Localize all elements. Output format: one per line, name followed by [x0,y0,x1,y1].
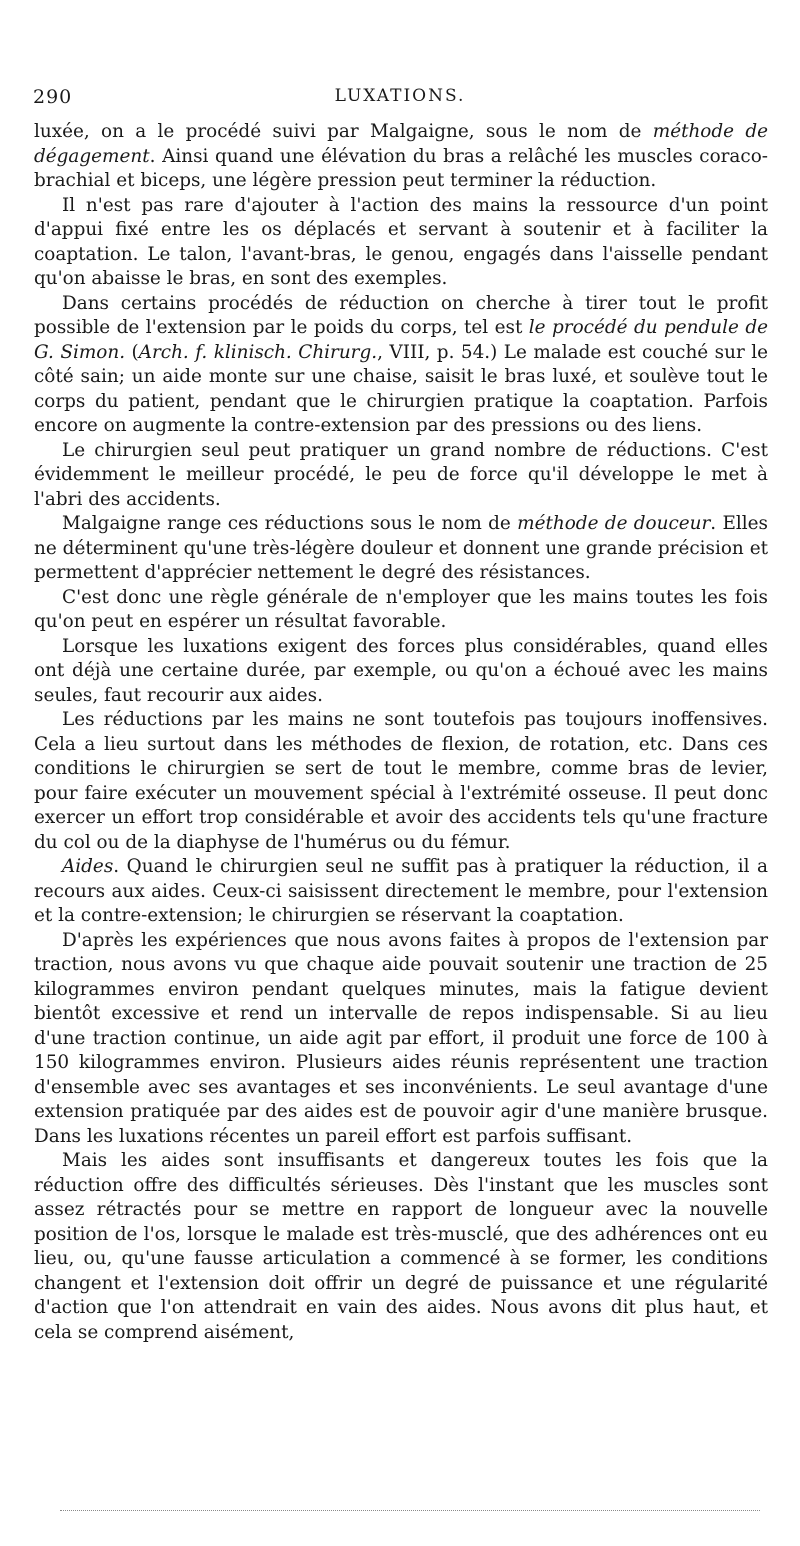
text-run: Le chirurgien seul peut pratiquer un grand nombre de réductions. C'est évidemment le meilleur procédé, le peu de force qu'il développe le met à l'abri des accidents. [34,439,768,510]
paragraph-11 [34,1149,768,1345]
text-run: Malgaigne range ces réductions sous le nom de [62,513,518,534]
text-run: Mais les aides sont insuffisants et dangereux toutes les fois que la réduction offre des difficultés sérieuses. Dès l'instant que les muscles sont assez rétractés pour se mettre en rapport de longueur avec la nouvelle position de l'os, lorsque le malade est très-musclé, que des adhérences ont eu lieu, ou, qu'une fausse articulation a commencé à se former, les conditions changent et l'extension doit offrir un degré de puissance et une régularité d'action que l'on attendrait en vain des aides. Nous avons dit plus haut, et cela se comprend aisément, [34,1150,768,1343]
text-run: , VIII, p. 54.) Le malade est couché sur le côté sain; un aide monte sur une chaise, saisit le bras luxé, et soulève tout le corps du patient, pendant que le chirurgien pratique la coaptation. Parfois encore on augmente la contre-extension par des pressions ou des liens. [34,341,768,436]
text-run: . Quand le chirurgien seul ne suffit pas à pratiquer la réduction, il a recours aux aides. Ceux-ci saisissent directement le membre, pour l'extension et la contre-extension; le chirurgien se réservant la coaptation. [34,856,768,926]
running-title: LUXATIONS. [334,86,466,106]
text-run: D'après les expériences que nous avons faites à propos de l'extension par traction, nous avons vu que chaque aide pouvait soutenir une traction de 25 kilogrammes environ pendant quelques minutes, mais la fatigue devient bientôt excessive et rend un intervalle de repos indispensable. Si au lieu d'une traction continue, un aide agit par effort, il produit une force de 100 à 150 kilogrammes environ. Plusieurs aides réunis représentent une traction d'ensemble avec ses avantages et ses inconvénients. Le seul avantage d'une extension pratiquée par des aides est de pouvoir agir d'une manière brusque. Dans les luxations récentes un pareil effort est parfois suffisant. [34,929,768,1147]
paragraph-5 [34,512,768,586]
text-run: . Ainsi quand une élévation du bras a relâché les muscles coraco-brachial et biceps, une légère pression peut terminer la réduction. [34,145,768,191]
text-run: Il n'est pas rare d'ajouter à l'action des mains la ressource d'un point d'appui fixé entre les os déplacés et servant à soutenir et à faciliter la coaptation. Le talon, l'avant-bras, le genou, engagés dans l'aisselle pendant qu'on abaisse le bras, en sont des exemples. [34,194,768,289]
body-text [34,120,768,1345]
italic-term: méthode de douceur [517,513,711,534]
italic-term: méthode de dégagement [34,121,769,167]
text-run: Les réductions par les mains ne sont toutefois pas toujours inoffensives. Cela a lieu surtout dans les méthodes de flexion, de rotation, etc. Dans ces conditions le chirurgien se sert de tout le membre, comme bras de levier, pour faire exécuter un mouvement spécial à l'extrémité osseuse. Il peut donc exercer un effort trop considérable et avoir des accidents tels qu'une fracture du col ou de la diaphyse de l'humérus ou du fémur. [34,709,768,853]
paragraph-2 [34,194,768,292]
italic-citation: Arch. f. klinisch. Chirurg. [138,341,378,363]
text-run: Lorsque les luxations exigent des forces plus considérables, quand elles ont déjà une certaine durée, par exemple, ou qu'on a échoué avec les mains seules, faut recourir aux aides. [34,635,768,706]
paragraph-8 [34,708,768,855]
paragraph-10 [34,929,768,1150]
footer-dotted-rule [60,1510,760,1511]
italic-term: le procédé du pendule de G. Simon. [34,317,768,363]
text-run: C'est donc une règle générale de n'employer que les mains toutes les fois qu'on peut en espérer un résultat favorable. [34,586,768,632]
italic-section-lead: Aides [62,856,114,877]
text-run: ( [125,341,139,363]
paragraph-7 [34,635,768,709]
paragraph-1 [34,120,768,194]
running-head [30,86,770,114]
text-run: luxée, on a le procédé suivi par Malgaigne, sous le nom de [34,121,653,142]
text-run: . Elles ne déterminent qu'une très-légère douleur et donnent une grande précision et permettent d'apprécier nettement le degré des résistances. [34,513,768,583]
paragraph-4 [34,439,768,513]
text-run: Dans certains procédés de réduction on cherche à tirer tout le profit possible de l'extension par le poids du corps, tel est [34,292,768,338]
page-number: 290 [33,86,73,108]
paragraph-6 [34,586,768,635]
paragraph-3 [34,292,768,439]
paragraph-9 [34,855,768,929]
